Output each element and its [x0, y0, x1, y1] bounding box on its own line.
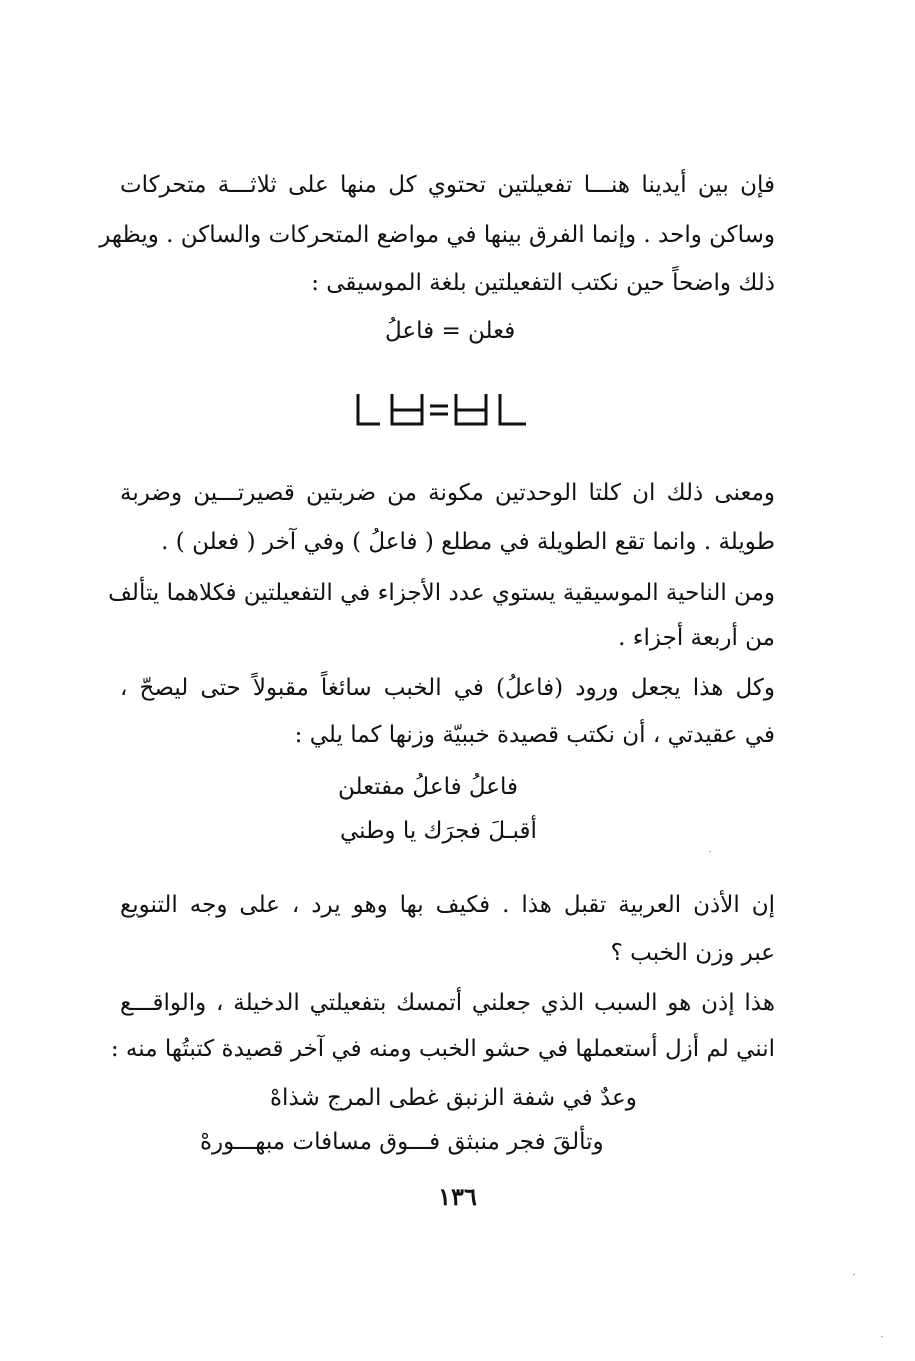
meter-example: أقبـلَ فجرَك يا وطني: [340, 818, 537, 844]
paragraph-line: طويلة . وانما تقع الطويلة في مطلع ( فاعلُ ) وفي آخر ( فعلن ) .: [161, 529, 775, 555]
poem-verse: وتألقَ فجر منبثق فـــوق مسافات مبهـــورهْ: [200, 1129, 604, 1155]
paragraph-line: ومعنى ذلك ان كلتا الوحدتين مكونة من ضربتين قصيرتـــين وضربة: [120, 480, 775, 506]
scan-speck: ·: [880, 1330, 884, 1344]
paragraph-line: وساكن واحد . وإنما الفرق بينها في مواضع المتحركات والساكن . ويظهر: [99, 222, 775, 248]
paragraph-line: من أربعة أجزاء .: [618, 625, 775, 651]
rhythm-notation-figure: [350, 390, 540, 430]
paragraph-line: ومن الناحية الموسيقية يستوي عدد الأجزاء في التفعيلتين فكلاهما يتألف: [108, 580, 775, 606]
poem-verse: وعدٌ في شفة الزنبق غطى المرج شذاهْ: [270, 1085, 637, 1111]
paragraph-line: عبر وزن الخبب ؟: [610, 940, 775, 966]
paragraph-line: هذا إذن هو السبب الذي جعلني أتمسك بتفعيلتي الدخيلة ، والواقـــع: [120, 990, 775, 1016]
paragraph-line: وكل هذا يجعل ورود (فاعلُ) في الخبب سائغاً مقبولاً حتى ليصحّ ،: [120, 675, 775, 701]
page-number: ١٣٦: [438, 1182, 477, 1211]
paragraph-line: فإن بين أيدينا هنـــا تفعيلتين تحتوي كل منها على ثلاثـــة متحركات: [120, 172, 775, 198]
meter-pattern: فاعلُ فاعلُ مفتعلن: [338, 774, 519, 800]
meter-equation: فعلن = فاعلُ: [385, 318, 516, 344]
paragraph-line: إن الأذن العربية تقبل هذا . فكيف بها وهو يرد ، على وجه التنويع: [120, 892, 775, 918]
paragraph-line: في عقيدتي ، أن نكتب قصيدة خببيّة وزنها كما يلي :: [294, 722, 775, 748]
scan-speck: ·: [852, 1268, 856, 1282]
scan-speck: ·: [708, 845, 712, 859]
paragraph-line: ذلك واضحاً حين نكتب التفعيلتين بلغة الموسيقى :: [311, 270, 775, 296]
paragraph-line: انني لم أزل أستعملها في حشو الخبب ومنه في آخر قصيدة كتبتُها منه :: [110, 1036, 775, 1062]
